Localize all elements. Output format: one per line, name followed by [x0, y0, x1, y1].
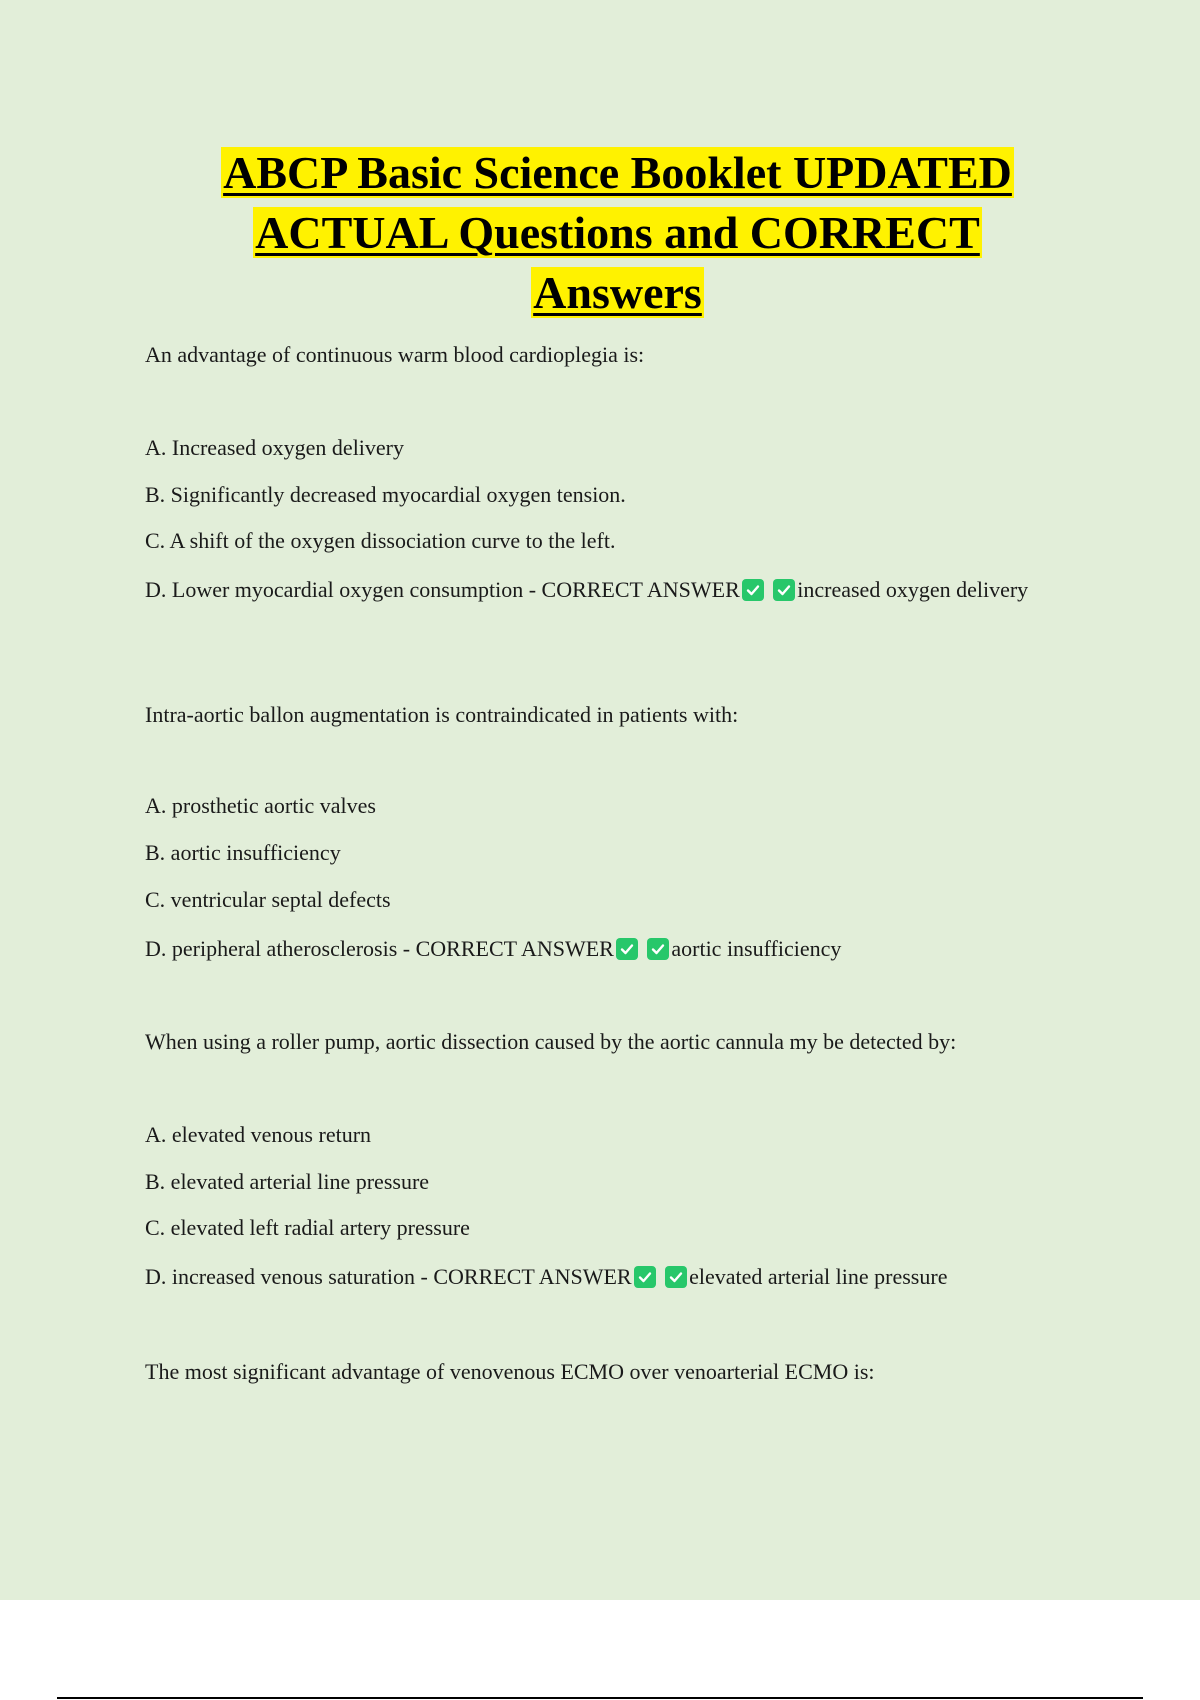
question-2-option-c: C. ventricular septal defects — [145, 887, 391, 912]
question-1-stem: An advantage of continuous warm blood cardioplegia is: — [145, 342, 645, 367]
check-box-icon — [616, 938, 638, 960]
question-2-option-d-text: D. peripheral atherosclerosis - CORRECT ANSWER — [145, 936, 614, 961]
check-box-icon — [647, 938, 669, 960]
check-box-icon — [634, 1266, 656, 1288]
question-3-option-c: C. elevated left radial artery pressure — [145, 1215, 470, 1240]
title-line-2: ACTUAL Questions and CORRECT — [255, 207, 980, 258]
check-box-icon — [665, 1266, 687, 1288]
question-2-option-a: A. prosthetic aortic valves — [145, 793, 376, 818]
question-3-option-a: A. elevated venous return — [145, 1122, 372, 1147]
question-1-option-d-text: D. Lower myocardial oxygen consumption - CORRECT ANSWER — [145, 577, 740, 602]
question-3-option-d — [145, 1261, 1045, 1293]
question-2-option-d — [145, 933, 1045, 965]
question-1-answer: increased oxygen delivery — [797, 577, 1029, 602]
question-2-stem: Intra-aortic ballon augmentation is contraindicated in patients with: — [145, 702, 739, 727]
question-2-answer: aortic insufficiency — [671, 936, 842, 961]
question-3-option-b: B. elevated arterial line pressure — [145, 1169, 430, 1194]
question-3-answer: elevated arterial line pressure — [689, 1264, 948, 1289]
check-box-icon — [742, 579, 764, 601]
question-1-option-a: A. Increased oxygen delivery — [145, 435, 405, 460]
question-1-option-d — [145, 574, 1040, 606]
document-title — [145, 143, 1090, 323]
title-line-3: Answers — [533, 267, 702, 318]
question-3-option-d-text: D. increased venous saturation - CORRECT ANSWER — [145, 1264, 632, 1289]
title-line-1: ABCP Basic Science Booklet UPDATED — [223, 147, 1012, 198]
question-2-option-b: B. aortic insufficiency — [145, 840, 341, 865]
question-4-stem: The most significant advantage of venovenous ECMO over venoarterial ECMO is: — [145, 1359, 875, 1384]
question-1-option-c: C. A shift of the oxygen dissociation curve to the left. — [145, 528, 616, 553]
check-box-icon — [773, 579, 795, 601]
question-1-option-b: B. Significantly decreased myocardial oxygen tension. — [145, 482, 626, 507]
question-3-stem: When using a roller pump, aortic dissection caused by the aortic cannula my be detected by: — [145, 1029, 957, 1054]
footer-divider — [57, 1697, 1143, 1699]
